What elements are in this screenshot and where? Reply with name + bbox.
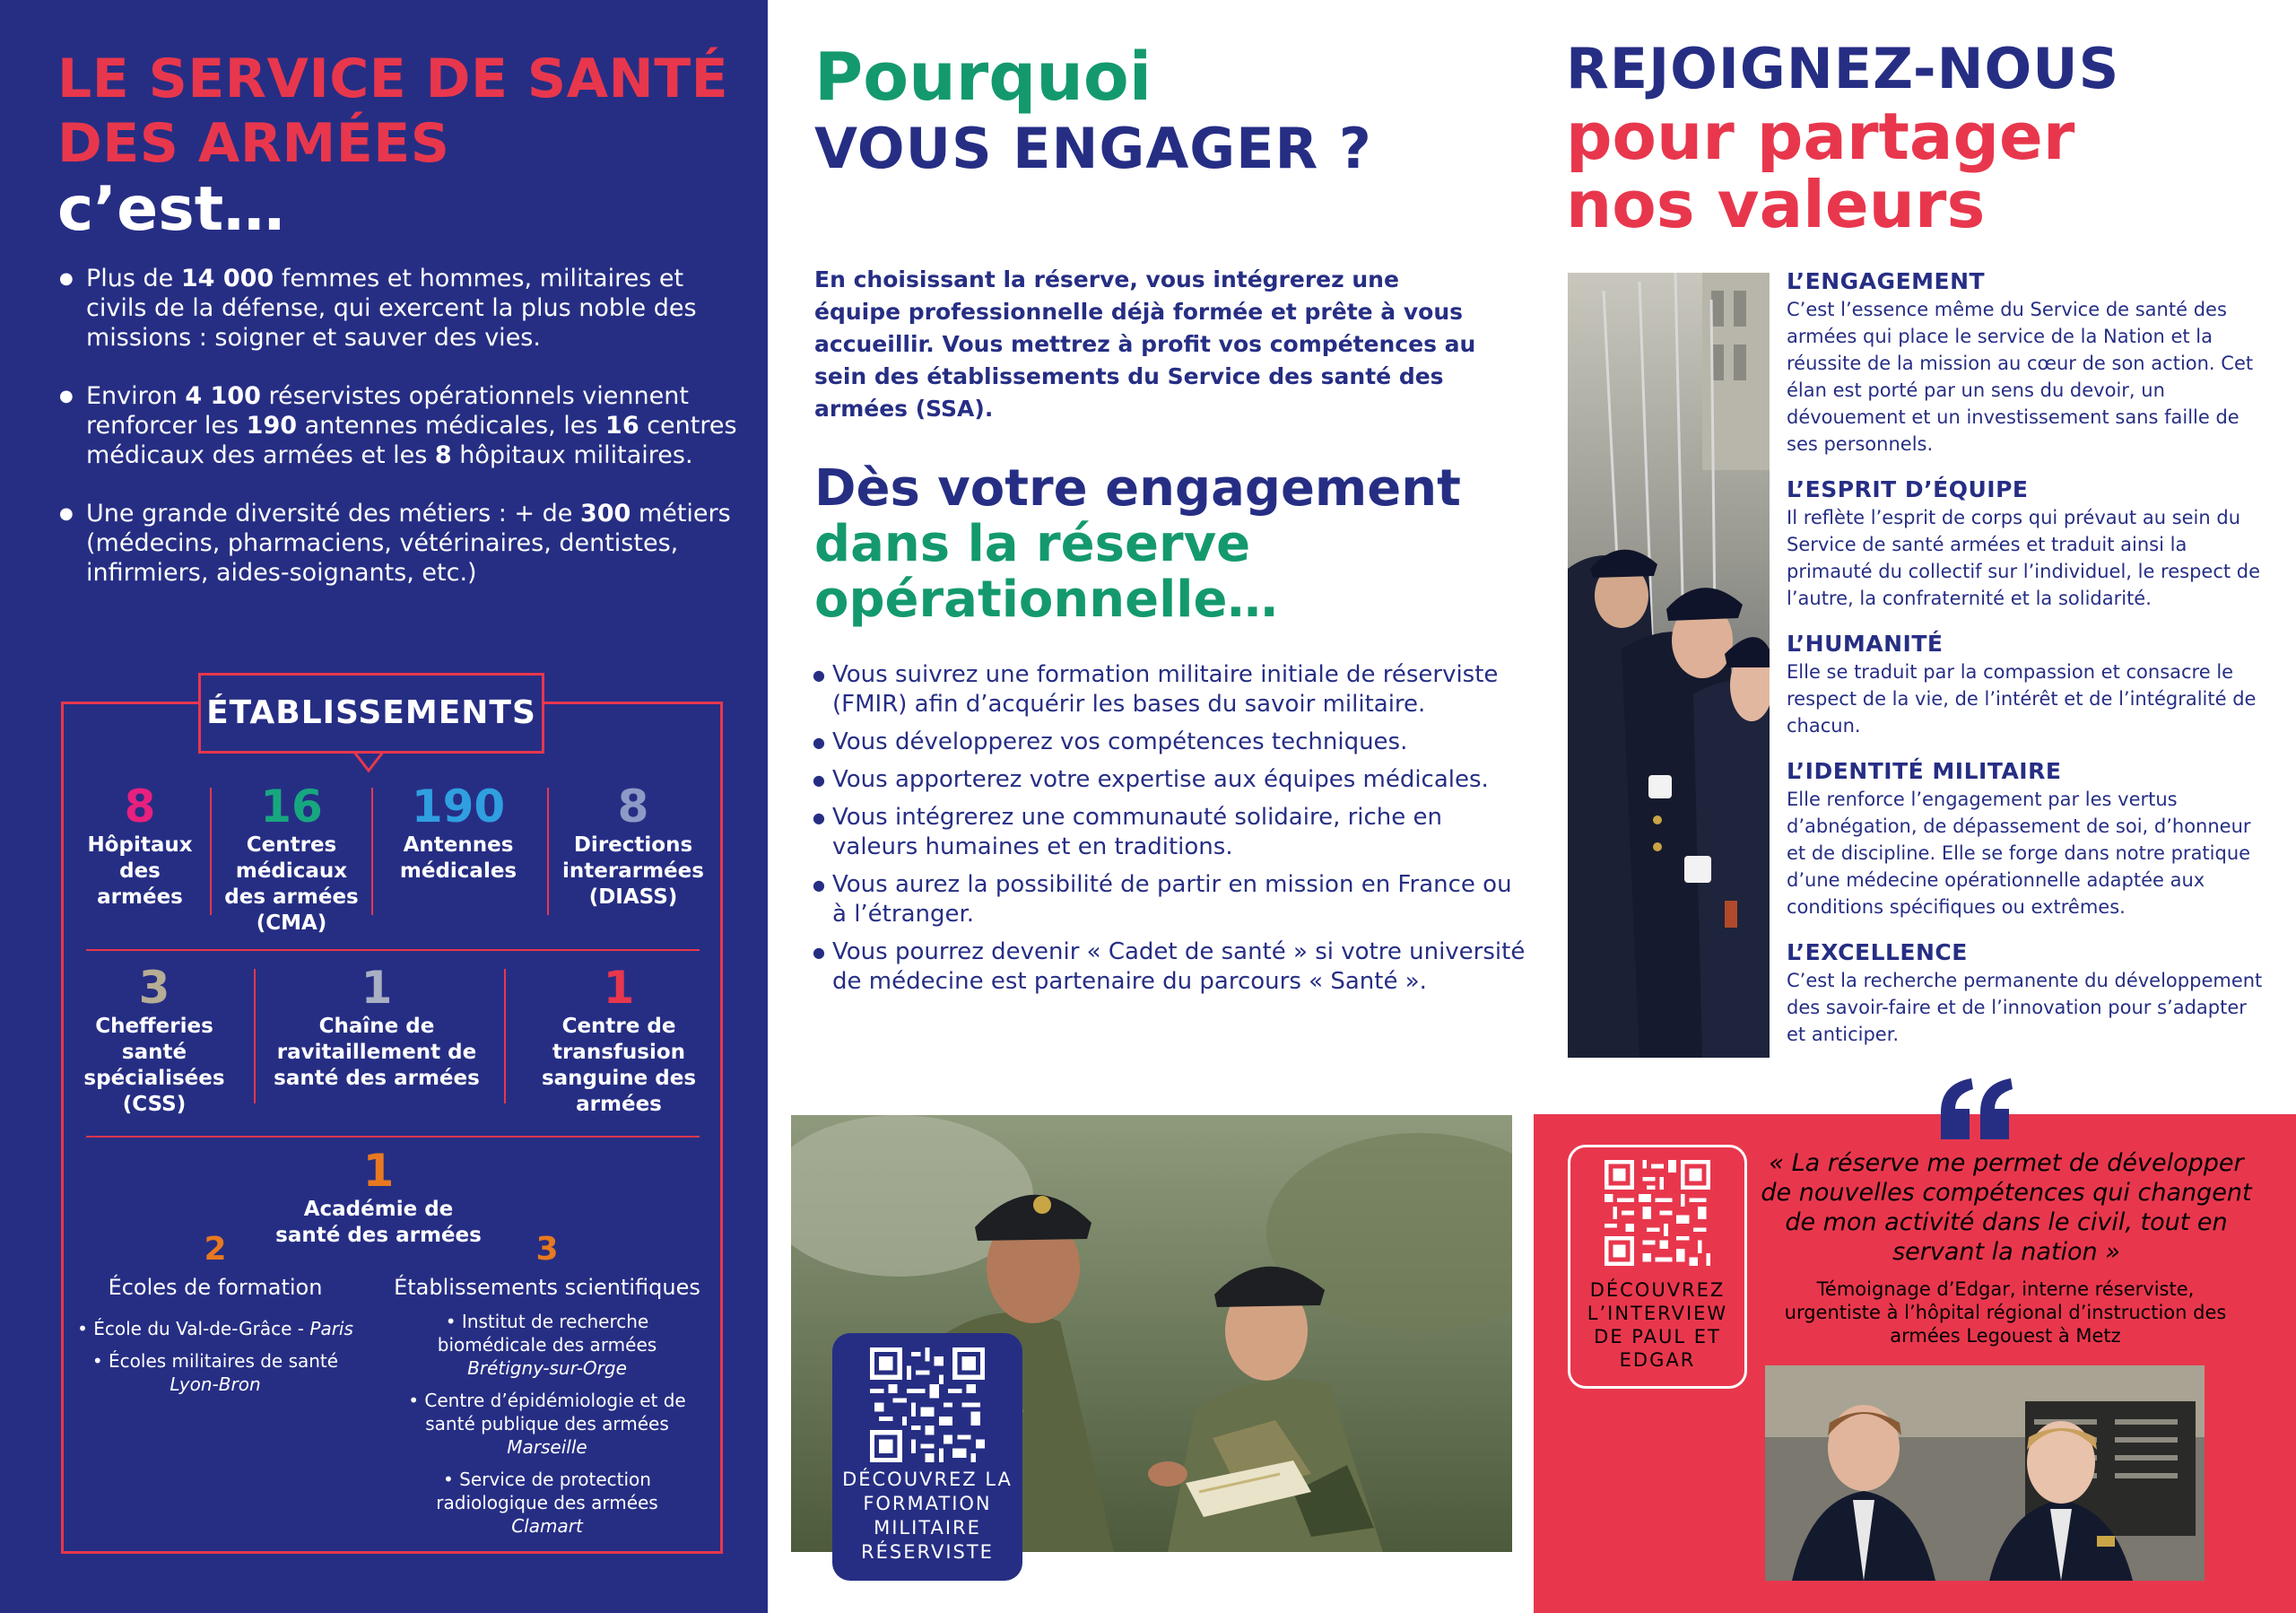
title-line-3: nos valeurs	[1566, 167, 1986, 242]
value-title: L’ESPRIT D’ÉQUIPE	[1787, 476, 2029, 502]
stat-directions: 8 Directions interarmées (DIASS)	[562, 780, 704, 909]
list-item: • Institut de recherche biomédicale des armées Brétigny-sur-Orge	[437, 1311, 657, 1379]
interns-photo	[1765, 1365, 2205, 1581]
qr-code-icon[interactable]	[870, 1347, 985, 1462]
stat-academy: 1 Académie de santé des armées	[275, 1145, 482, 1247]
value-title: L’IDENTITÉ MILITAIRE	[1787, 758, 2062, 784]
title-line-1: REJOIGNEZ-NOUS	[1566, 36, 2120, 101]
scientific-heading: Établissements scientifiques	[394, 1275, 700, 1300]
schools-list	[75, 1317, 355, 1405]
establishments-label: ÉTABLISSEMENTS	[198, 673, 544, 754]
list-item: • Centre d’épidémiologie et de santé publique des armées Marseille	[408, 1390, 686, 1458]
overview-bullets	[57, 264, 739, 616]
value-title: L’ENGAGEMENT	[1787, 268, 1986, 294]
stat-schools: 2	[204, 1231, 227, 1268]
label-pointer-icon	[353, 751, 384, 772]
stat-medical-antennas: 190 Antennes médicales	[399, 780, 517, 883]
list-item: ● Vous intégrerez une communauté solidaire, riche en valeurs humaines et en traditions.	[813, 803, 1530, 862]
parade-photo	[1568, 273, 1770, 1058]
bullet-staff: ● Plus de 14 000 femmes et hommes, militaires et civils de la défense, qui exercent la plus noble des missions : soigner et sauver des vies.	[57, 264, 739, 353]
scientific-list	[391, 1310, 703, 1547]
list-item: ● Vous suivrez une formation militaire initiale de réserviste (FMIR) afin d’acquérir les bases du savoir militaire.	[813, 660, 1530, 719]
list-item: • Écoles militaires de santé Lyon-Bron	[91, 1350, 339, 1395]
stat-scientific: 3	[535, 1231, 559, 1268]
qr-card-training[interactable]	[832, 1333, 1022, 1581]
divider	[504, 969, 506, 1103]
title-line-1: Pourquoi	[814, 39, 1152, 116]
quote-mark-icon	[1935, 1077, 2016, 1141]
value-humanity	[1787, 630, 2271, 739]
value-text: Elle se traduit par la compassion et consacre le respect de la vie, de l’intérêt et de l’intégralité de chacun.	[1787, 661, 2257, 737]
list-item: ● Vous développerez vos compétences techniques.	[813, 728, 1530, 757]
panel1-title	[57, 47, 757, 246]
stat-medical-centres: 16 Centres médicaux des armées (CMA)	[224, 780, 359, 935]
list-item: ● Vous apporterez votre expertise aux équipes médicales.	[813, 765, 1530, 795]
divider	[86, 949, 700, 951]
divider	[371, 788, 373, 915]
panel2-title	[814, 39, 1372, 183]
divider	[210, 788, 212, 915]
divider	[86, 1136, 700, 1138]
stat-chefferies: 3 Chefferies santé spécialisées (CSS)	[83, 962, 225, 1116]
panel3-title	[1566, 36, 2120, 242]
bullet-jobs: ● Une grande diversité des métiers : + de 300 métiers (médecins, pharmaciens, vétérinaires, dentistes, infirmiers, aides-soignants, etc.)	[57, 499, 739, 588]
title-line-2: DES ARMÉES	[57, 112, 450, 175]
bullet-reservists: ● Environ 4 100 réservistes opérationnels viennent renforcer les 190 antennes médicales, les 16 centres médicaux des armées et les 8 hôpitaux militaires.	[57, 381, 739, 470]
value-text: Elle renforce l’engagement par les vertus d’abnégation, de dépassement de soi, d’honneur et de discipline. Elle se forge dans notre pratique d’une médecine opérationnelle adaptée aux conditions spécifiques ou extrêmes.	[1787, 789, 2251, 918]
stat-supply-chain: 1 Chaîne de ravitaillement de santé des armées	[274, 962, 480, 1090]
value-text: Il reflète l’esprit de corps qui prévaut au sein du Service de santé armées et traduit ainsi la primauté du collectif sur l’individuel, le respect de l’autre, la confraternité et la solidarité.	[1787, 507, 2261, 609]
qr-card-interview[interactable]	[1568, 1145, 1747, 1389]
stat-hospitals: 8 Hôpitaux des armées	[87, 780, 193, 909]
title-line-2: pour partager	[1566, 99, 2075, 174]
qr-code-icon[interactable]	[1605, 1160, 1710, 1266]
schools-heading: Écoles de formation	[108, 1275, 323, 1300]
testimonial-author: Témoignage d’Edgar, interne réserviste, urgentiste à l’hôpital régional d’instruction des armées Legouest à Metz	[1784, 1278, 2227, 1347]
title-line-2: VOUS ENGAGER ?	[814, 116, 1372, 181]
intro-paragraph: En choisissant la réserve, vous intégrerez une équipe professionnelle déjà formée et prête à vous accueillir. Vous mettrez à profit vos compétences au sein des établissements du Service des santé des armées (SSA).	[814, 266, 1476, 422]
value-title: L’EXCELLENCE	[1787, 939, 1968, 965]
list-item: • École du Val-de-Grâce - Paris	[77, 1318, 353, 1339]
qr-caption-training: DÉCOUVREZ LA FORMATION MILITAIRE RÉSERVISTE	[842, 1469, 1013, 1563]
title-line-1: LE SERVICE DE SANTÉ	[57, 48, 729, 110]
value-title: L’HUMANITÉ	[1787, 631, 1944, 657]
testimonial-quote: « La réserve me permet de développer de nouvelles compétences qui changent de mon activité dans le civil, tout en servant la nation »	[1761, 1149, 2252, 1266]
value-text: C’est l’essence même du Service de santé des armées qui place le service de la Nation et la réussite de la mission au cœur de son action. Cet élan est porté par un sens du devoir, un dévouement et un investissement sans faille de ses personnels.	[1787, 299, 2254, 455]
value-military-identity	[1787, 757, 2271, 920]
divider	[254, 969, 256, 1103]
stat-blood-transfusion: 1 Centre de transfusion sanguine des armées	[541, 962, 697, 1116]
title-line-3: c’est…	[57, 174, 285, 245]
divider	[547, 788, 549, 915]
benefits-list	[813, 660, 1530, 1005]
value-text: C’est la recherche permanente du développement des savoir-faire et de l’innovation pour s’adapter et anticiper.	[1787, 970, 2263, 1045]
value-team-spirit	[1787, 475, 2271, 612]
value-excellence	[1787, 938, 2271, 1048]
value-commitment	[1787, 267, 2271, 458]
qr-caption-interview: DÉCOUVREZ L’INTERVIEW DE PAUL ET EDGAR	[1587, 1279, 1728, 1371]
list-item: ● Vous aurez la possibilité de partir en mission en France ou à l’étranger.	[813, 870, 1530, 929]
list-item: ● Vous pourrez devenir « Cadet de santé » si votre université de médecine est partenaire du parcours « Santé ».	[813, 937, 1530, 997]
panel-ssa-overview	[0, 0, 768, 1613]
list-item: • Service de protection radiologique des armées Clamart	[436, 1469, 658, 1537]
values-list	[1787, 267, 2271, 1066]
panel2-subtitle: Dès votre engagement dans la réserve opérationnelle…	[814, 459, 1461, 629]
